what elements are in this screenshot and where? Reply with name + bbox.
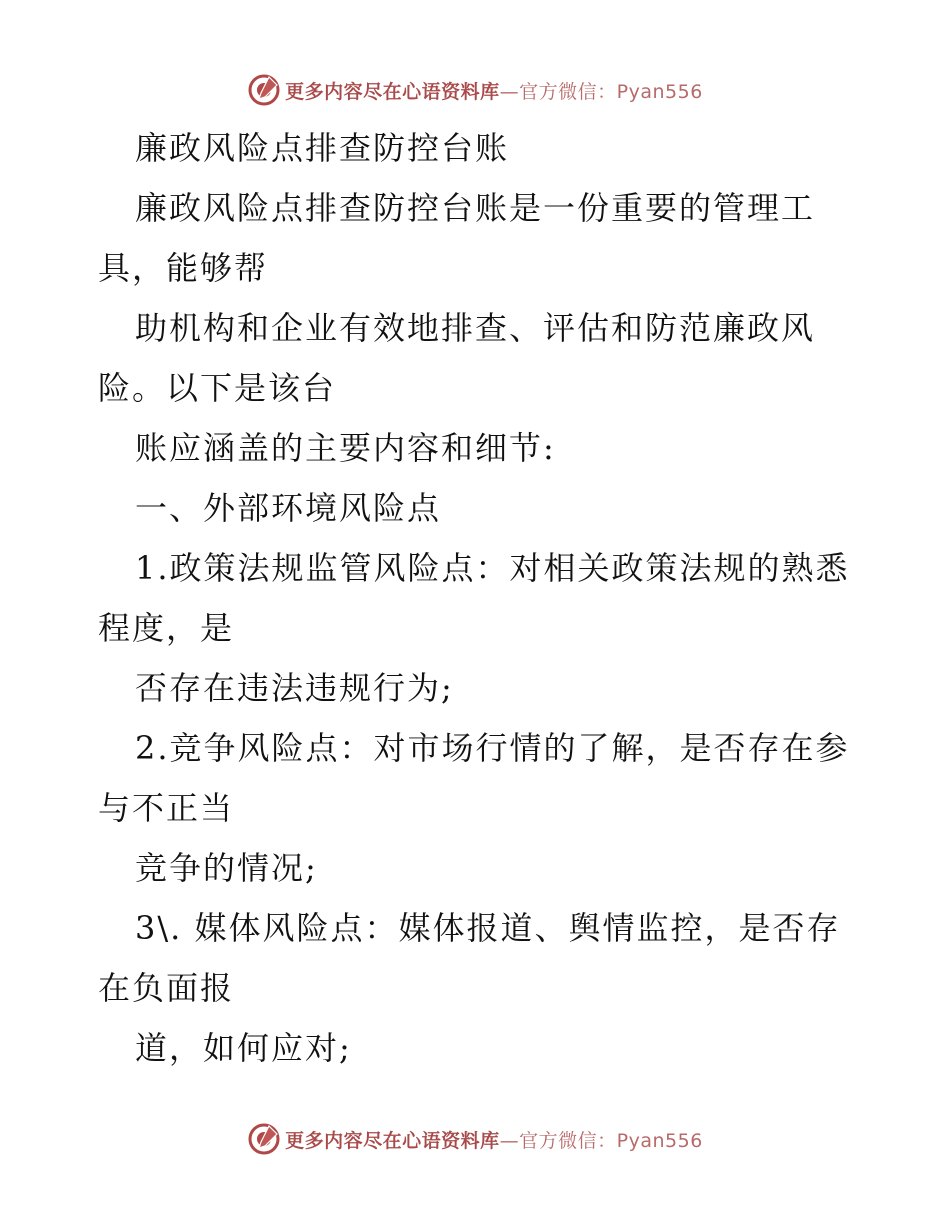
pen-circle-logo-icon [247,73,281,107]
paragraph-line: 险。以下是该台 [98,369,337,407]
paragraph-line: 账应涵盖的主要内容和细节: [135,429,556,467]
banner-main-text: 更多内容尽在心语资料库 [285,1129,500,1152]
paragraph-line: 与不正当 [98,789,235,827]
paragraph-line: 3\. 媒体风险点：媒体报道、舆情监控，是否存 [135,909,841,947]
paragraph-line: 道，如何应对; [135,1029,352,1067]
document-body [98,118,858,1078]
paragraph-line: 竞争的情况; [135,849,318,887]
banner-main-text: 更多内容尽在心语资料库 [285,80,500,103]
paragraph-line: 2.竞争风险点：对市场行情的了解，是否存在参 [135,729,850,767]
pen-circle-logo-icon [247,1122,281,1156]
paragraph-line: 否存在违法违规行为; [135,669,454,707]
paragraph-line: 助机构和企业有效地排查、评估和防范廉政风 [135,309,816,347]
banner-wechat-text: 官方微信：Pyan556 [519,80,703,103]
paragraph-line: 程度，是 [98,609,235,647]
header-watermark-banner [0,70,950,110]
banner-dash: — [499,1129,520,1152]
paragraph-line: 在负面报 [98,969,235,1007]
paragraph-line: 具，能够帮 [98,249,269,287]
paragraph-line: 1.政策法规监管风险点：对相关政策法规的熟悉 [135,549,850,587]
footer-watermark-banner [0,1119,950,1159]
section-heading: 一、外部环境风险点 [135,489,442,527]
banner-dash: — [499,80,520,103]
paragraph-line: 廉政风险点排查防控台账是一份重要的管理工 [135,189,816,227]
document-title: 廉政风险点排查防控台账 [135,129,510,167]
banner-wechat-text: 官方微信：Pyan556 [519,1129,703,1152]
